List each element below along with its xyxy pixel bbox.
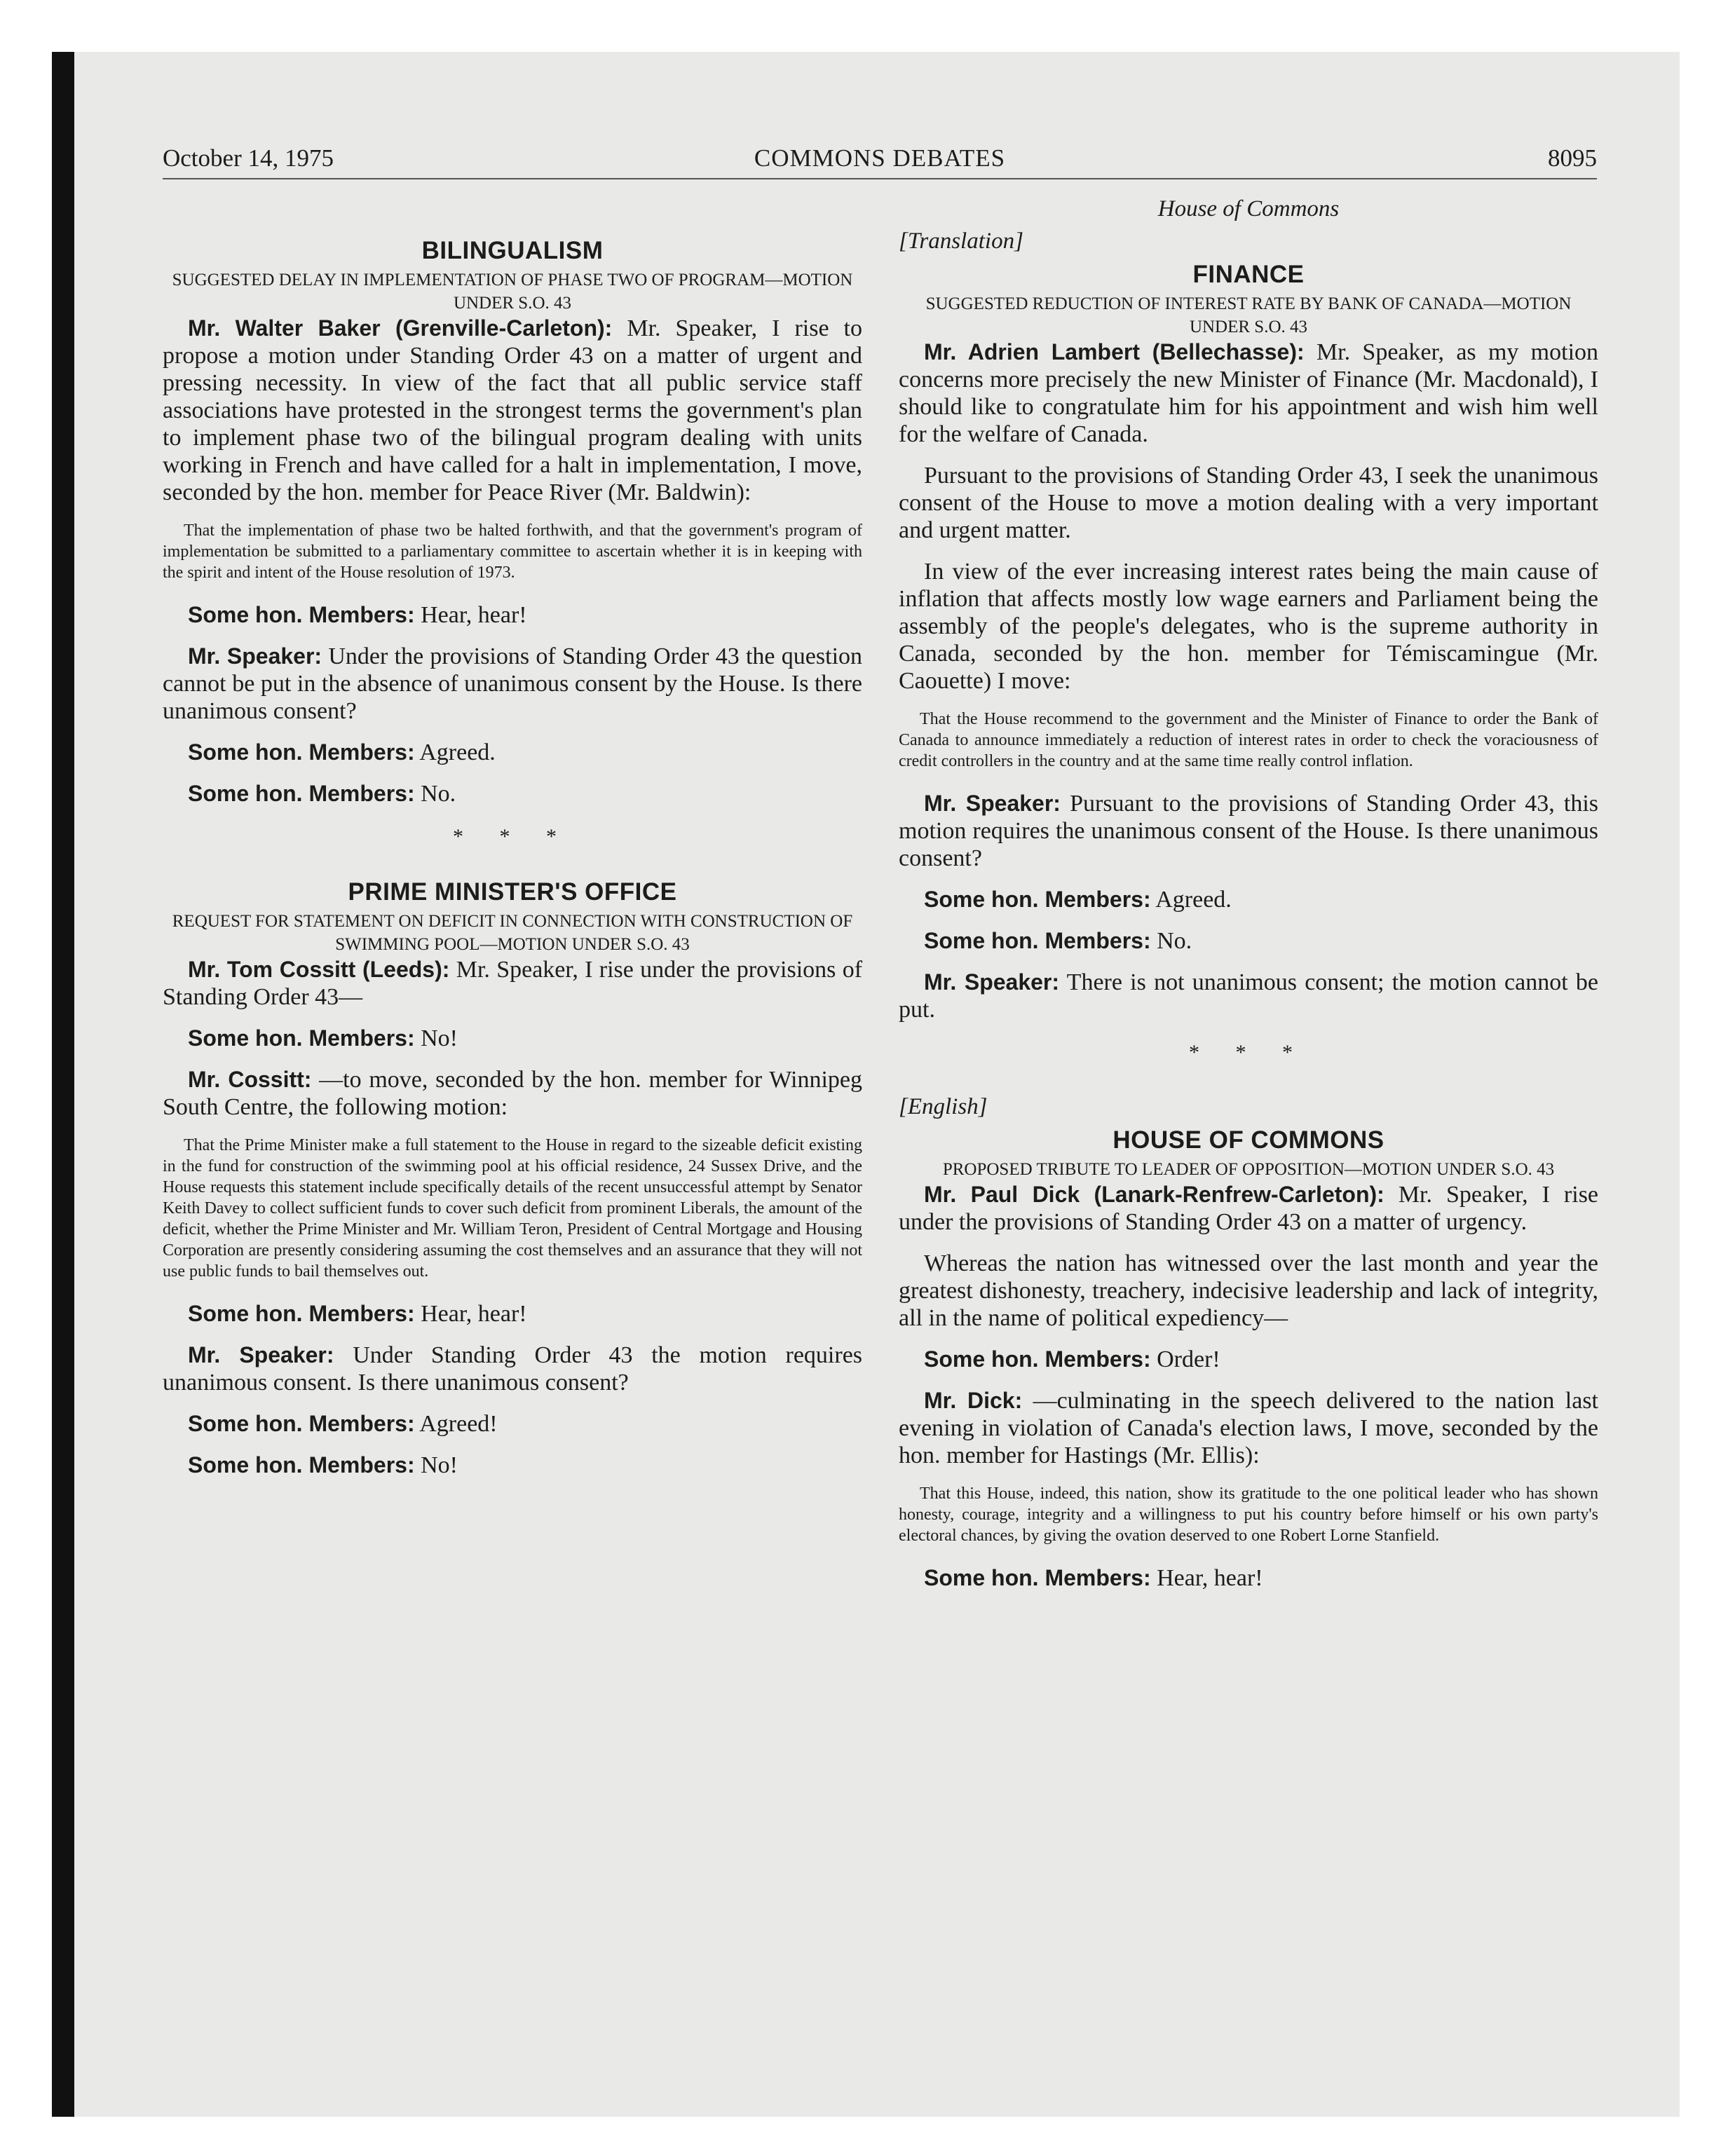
speech-paragraph xyxy=(163,739,862,766)
speech-paragraph xyxy=(163,1066,862,1121)
speech-paragraph xyxy=(899,1387,1598,1469)
speaker-name: Some hon. Members: xyxy=(924,887,1151,912)
speech-text: Mr. Speaker, I rise under the provisions of Standing Order 43 on a matter of urgency. xyxy=(899,1182,1599,1235)
left-column xyxy=(163,193,862,1493)
speaker-name: Some hon. Members: xyxy=(188,1452,415,1478)
speaker-name: Mr. Tom Cossitt (Leeds): xyxy=(188,957,450,982)
motion-text: That the implementation of phase two be halted forthwith, and that the government's program of implementation be submitted to a parliamentary committee to ascertain whether it is in keeping with the spirit and intent of the House resolution of 1973. xyxy=(163,521,862,582)
speech-paragraph xyxy=(163,956,862,1011)
english-label: [English] xyxy=(899,1094,988,1119)
right-column xyxy=(899,193,1598,1606)
section-subtitle-bilingualism: SUGGESTED DELAY IN IMPLEMENTATION OF PHASE TWO OF PROGRAM—MOTION UNDER S.O. 43 xyxy=(172,271,853,313)
speaker-name: Some hon. Members: xyxy=(188,1301,415,1326)
speech-paragraph xyxy=(899,1346,1598,1373)
speech-paragraph xyxy=(163,1410,862,1438)
speaker-name: Some hon. Members: xyxy=(924,1565,1151,1590)
speech-text: No! xyxy=(421,1452,458,1478)
section-title-pmo: PRIME MINISTER'S OFFICE xyxy=(348,878,677,906)
speaker-name: Mr. Adrien Lambert (Bellechasse): xyxy=(924,339,1305,364)
scan-binding-edge xyxy=(52,52,74,2117)
speech-paragraph xyxy=(899,927,1598,955)
speech-text: Hear, hear! xyxy=(421,602,527,628)
speaker-name: Some hon. Members: xyxy=(188,1025,415,1051)
speech-text: —culminating in the speech delivered to the nation last evening in violation of Canada's election laws, I move, seconded by the hon. member for Hastings (Mr. Ellis): xyxy=(899,1388,1599,1468)
speech-text: Under Standing Order 43 the motion requires unanimous consent. Is there unanimous consent? xyxy=(163,1342,863,1396)
speaker-name: Some hon. Members: xyxy=(924,1346,1151,1372)
speech-text: Mr. Speaker, I rise to propose a motion under Standing Order 43 on a matter of urgent and pressing necessity. In view of the fact that all public service staff associations have protested in the strongest terms the government's plan to implement phase two of the bilingual program dealing with units working in French and have called for a halt in implementation, I move, seconded by the hon. member for Peace River (Mr. Baldwin): xyxy=(163,315,863,505)
speaker-name: Some hon. Members: xyxy=(188,1411,415,1436)
speaker-name: Mr. Cossitt: xyxy=(188,1067,312,1092)
speech-paragraph xyxy=(163,315,862,506)
speech-paragraph xyxy=(163,601,862,629)
speech-paragraph xyxy=(899,1564,1598,1592)
speaker-name: Mr. Speaker: xyxy=(924,969,1060,995)
speech-paragraph: In view of the ever increasing interest rates being the main cause of inflation that affects mostly low wage earners and Parliament being the assembly of the people's delegates, who is the supreme authority in Canada, seconded by the hon. member for Témiscamingue (Mr. Caouette) I move: xyxy=(899,559,1598,694)
speech-paragraph xyxy=(163,1452,862,1479)
speech-paragraph xyxy=(163,780,862,807)
speech-text: Agreed. xyxy=(1155,887,1232,913)
section-separator: * * * xyxy=(1189,1041,1308,1064)
speech-text: Hear, hear! xyxy=(1157,1565,1263,1591)
speech-text: Mr. Speaker, as my motion concerns more precisely the new Minister of Finance (Mr. Macdonald), I should like to congratulate him for his appointment and wish him well for the welfare of Canada. xyxy=(899,339,1599,447)
speaker-name: Mr. Walter Baker (Grenville-Carleton): xyxy=(188,315,613,341)
section-title-finance: FINANCE xyxy=(1192,261,1305,288)
speaker-name: Mr. Paul Dick (Lanark-Renfrew-Carleton): xyxy=(924,1182,1384,1207)
section-title-house-of-commons: HOUSE OF COMMONS xyxy=(1113,1126,1384,1154)
section-separator: * * * xyxy=(453,825,572,848)
speech-paragraph xyxy=(163,1300,862,1328)
speech-text: Mr. Speaker, I rise under the provisions of Standing Order 43— xyxy=(163,957,863,1010)
running-head: House of Commons xyxy=(1157,196,1340,221)
speech-text: No. xyxy=(421,781,456,807)
motion-text: That the Prime Minister make a full statement to the House in regard to the sizeable deficit existing in the fund for construction of the swimming pool at his official residence, 24 Sussex Drive, and the House requests this statement include specifically details of the recent unsuccessful attempt by Senator Keith Davey to collect sufficient funds to cover such deficit from prominent Liberals, the amount of the deficit, whether the Prime Minister and Mr. William Teron, President of Central Mortgage and Housing Corporation are presently considering assuming the cost themselves and an assurance that they will not use public funds to bail themselves out. xyxy=(163,1136,862,1281)
speech-paragraph xyxy=(899,886,1598,913)
speech-text: There is not unanimous consent; the motion cannot be put. xyxy=(899,969,1599,1023)
speaker-name: Some hon. Members: xyxy=(188,739,415,765)
motion-text: That the House recommend to the government and the Minister of Finance to order the Bank of Canada to announce immediately a reduction of interest rates in order to check the voraciousness of credit controllers in the country and at the same time really control inflation. xyxy=(899,710,1598,770)
speech-paragraph: Whereas the nation has witnessed over the last month and year the greatest dishonesty, treachery, indecisive leadership and lack of integrity, all in the name of political expediency— xyxy=(899,1250,1598,1331)
header-title: COMMONS DEBATES xyxy=(754,144,1006,172)
speech-text: Agreed! xyxy=(419,1411,498,1437)
translation-label: [Translation] xyxy=(899,228,1023,254)
speaker-name: Mr. Speaker: xyxy=(924,791,1061,816)
speech-paragraph xyxy=(899,339,1598,448)
speech-paragraph xyxy=(163,643,862,725)
speech-text: Order! xyxy=(1157,1346,1220,1372)
motion-text: That this House, indeed, this nation, show its gratitude to the one political leader who has shown honesty, courage, integrity and a willingness to put his country before himself or his own party's electoral chances, by giving the ovation deserved to one Robert Lorne Stanfield. xyxy=(899,1485,1598,1545)
speech-text: Under the provisions of Standing Order 43 the question cannot be put in the absence of unanimous consent by the House. Is there unanimous consent? xyxy=(163,643,863,724)
speech-text: —to move, seconded by the hon. member for Winnipeg South Centre, the following motion: xyxy=(163,1067,863,1120)
speech-text: Hear, hear! xyxy=(421,1301,527,1327)
speaker-name: Some hon. Members: xyxy=(188,781,415,806)
section-subtitle-house-of-commons: PROPOSED TRIBUTE TO LEADER OF OPPOSITION—MOTION UNDER S.O. 43 xyxy=(942,1160,1555,1179)
speaker-name: Mr. Speaker: xyxy=(188,1342,334,1367)
speech-paragraph xyxy=(163,1025,862,1052)
section-subtitle-pmo: REQUEST FOR STATEMENT ON DEFICIT IN CONNECTION WITH CONSTRUCTION OF SWIMMING POOL—MOTION UNDER S.O. 43 xyxy=(172,912,853,954)
speaker-name: Some hon. Members: xyxy=(188,602,415,627)
header-date: October 14, 1975 xyxy=(163,144,334,172)
speech-paragraph xyxy=(899,790,1598,872)
speaker-name: Mr. Dick: xyxy=(924,1388,1023,1413)
speech-text: No. xyxy=(1157,928,1192,954)
speaker-name: Some hon. Members: xyxy=(924,928,1151,953)
speech-paragraph xyxy=(899,969,1598,1023)
header-page-number: 8095 xyxy=(1548,144,1597,172)
speech-paragraph xyxy=(899,1181,1598,1236)
speech-paragraph: Pursuant to the provisions of Standing Order 43, I seek the unanimous consent of the House to move a motion dealing with a very important and urgent matter. xyxy=(899,463,1598,543)
speaker-name: Mr. Speaker: xyxy=(188,643,322,669)
speech-text: Agreed. xyxy=(419,739,496,765)
speech-paragraph xyxy=(163,1342,862,1396)
page-header xyxy=(163,142,1597,179)
speech-text: Pursuant to the provisions of Standing Order 43, this motion requires the unanimous consent of the House. Is there unanimous consent? xyxy=(899,791,1598,871)
section-subtitle-finance: SUGGESTED REDUCTION OF INTEREST RATE BY BANK OF CANADA—MOTION UNDER S.O. 43 xyxy=(925,294,1572,336)
section-title-bilingualism: BILINGUALISM xyxy=(421,237,604,264)
speech-text: No! xyxy=(421,1025,458,1051)
